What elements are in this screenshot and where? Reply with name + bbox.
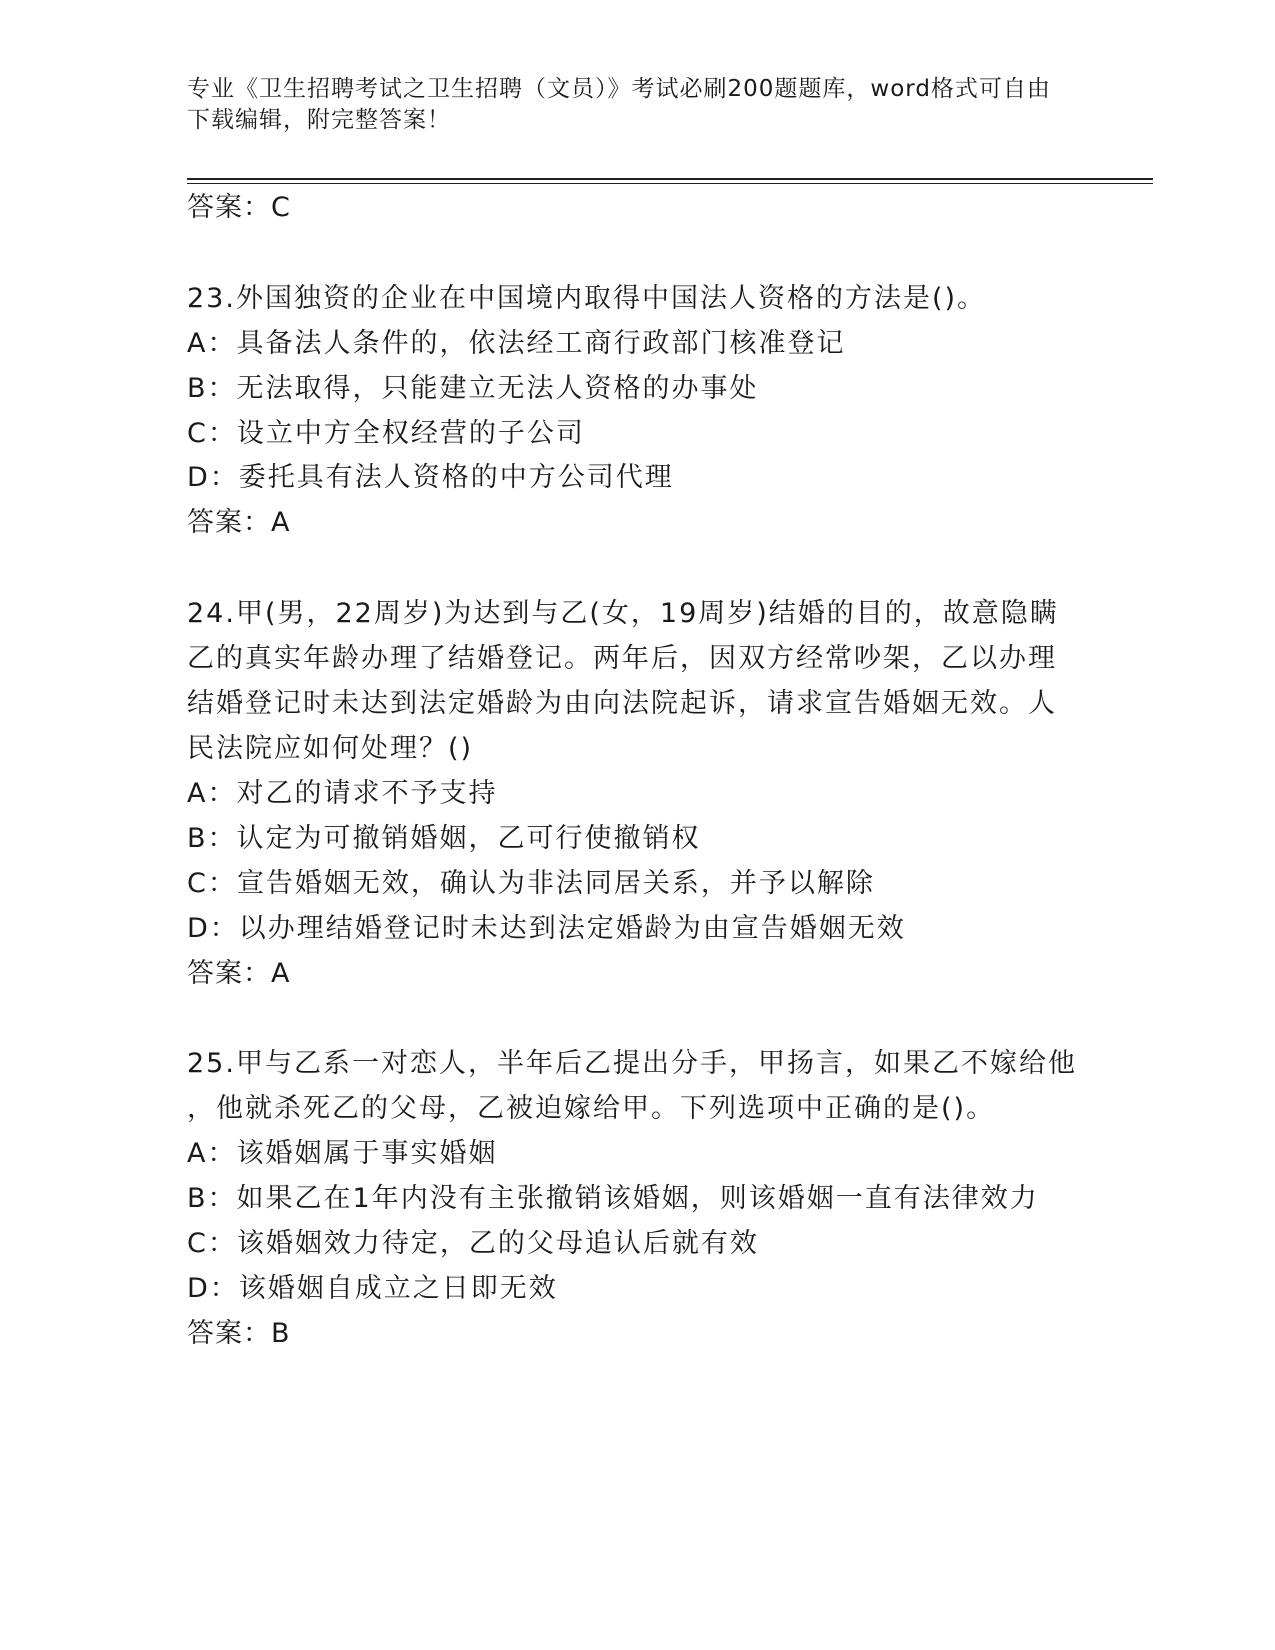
header-divider-thick xyxy=(187,178,1153,180)
header-divider-thin xyxy=(187,183,1153,184)
question-25-line-2: ，他就杀死乙的父母，乙被迫嫁给甲。下列选项中正确的是()。 xyxy=(187,1093,996,1124)
question-25-option-a: A：该婚姻属于事实婚姻 xyxy=(187,1138,498,1169)
question-25-answer: 答案：B xyxy=(187,1318,291,1349)
question-25-option-c: C：该婚姻效力待定，乙的父母追认后就有效 xyxy=(187,1228,759,1259)
question-24-line-2: 乙的真实年龄办理了结婚登记。两年后，因双方经常吵架，乙以办理 xyxy=(187,643,1057,674)
question-25-option-d: D：该婚姻自成立之日即无效 xyxy=(187,1273,558,1304)
question-24-option-c: C：宣告婚姻无效，确认为非法同居关系，并予以解除 xyxy=(187,868,875,899)
question-23-line-1: 23.外国独资的企业在中国境内取得中国法人资格的方法是()。 xyxy=(187,283,987,314)
question-23-option-b: B：无法取得，只能建立无法人资格的办事处 xyxy=(187,373,759,404)
question-23-option-c: C：设立中方全权经营的子公司 xyxy=(187,418,585,449)
question-23-option-a: A：具备法人条件的，依法经工商行政部门核准登记 xyxy=(187,328,846,359)
question-24-line-3: 结婚登记时未达到法定婚龄为由向法院起诉，请求宣告婚姻无效。人 xyxy=(187,688,1057,719)
question-25-option-b: B：如果乙在1年内没有主张撤销该婚姻，则该婚姻一直有法律效力 xyxy=(187,1183,1039,1214)
question-24-answer: 答案：A xyxy=(187,958,291,989)
question-24-line-1: 24.甲(男，22周岁)为达到与乙(女，19周岁)结婚的目的，故意隐瞒 xyxy=(187,598,1059,629)
question-24-option-d: D：以办理结婚登记时未达到法定婚龄为由宣告婚姻无效 xyxy=(187,913,906,944)
question-24-option-b: B：认定为可撤销婚姻，乙可行使撤销权 xyxy=(187,823,701,854)
question-23-answer: 答案：A xyxy=(187,507,291,538)
document-header: 专业《卫生招聘考试之卫生招聘（文员）》考试必刷200题题库，word格式可自由下载编辑，附完整答案！ xyxy=(187,76,1051,133)
previous-answer: 答案：C xyxy=(187,192,291,223)
question-24-option-a: A：对乙的请求不予支持 xyxy=(187,778,498,809)
question-23-option-d: D：委托具有法人资格的中方公司代理 xyxy=(187,462,674,493)
question-24-line-4: 民法院应如何处理？() xyxy=(187,733,474,764)
question-25-line-1: 25.甲与乙系一对恋人，半年后乙提出分手，甲扬言，如果乙不嫁给他 xyxy=(187,1048,1077,1079)
